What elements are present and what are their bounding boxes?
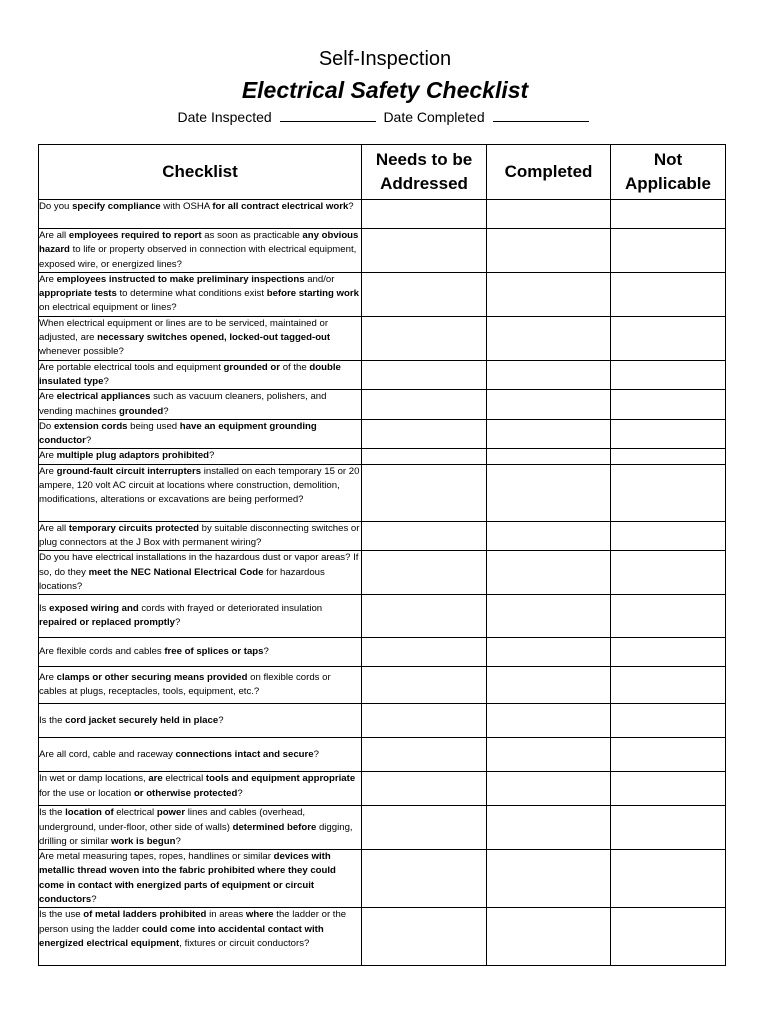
needs-addressed-cell[interactable] [362, 738, 487, 772]
question-text: Is the [39, 714, 66, 726]
completed-cell[interactable] [487, 806, 611, 850]
needs-addressed-cell[interactable] [362, 229, 487, 273]
not-applicable-cell[interactable] [611, 390, 726, 420]
question-text: ? [237, 787, 243, 799]
question-text: ? [174, 617, 181, 629]
not-applicable-cell[interactable] [611, 316, 726, 360]
question-text: on electrical equipment or lines? [39, 302, 177, 314]
question-emphasis: connections intact and secure [175, 748, 314, 760]
checklist-row [39, 806, 726, 850]
needs-addressed-cell[interactable] [362, 908, 487, 966]
question-text: Is the use [39, 909, 84, 921]
question-text: ? [163, 405, 169, 417]
checklist-question [39, 806, 362, 850]
needs-addressed-cell[interactable] [362, 521, 487, 551]
question-emphasis: are [148, 773, 163, 785]
question-text: Are [39, 273, 57, 285]
not-applicable-cell[interactable] [611, 464, 726, 521]
question-text: to determine what conditions exist [116, 288, 267, 300]
checklist-row [39, 667, 726, 704]
completed-cell[interactable] [487, 638, 611, 667]
completed-cell[interactable] [487, 772, 611, 806]
completed-cell[interactable] [487, 704, 611, 738]
checklist-row [39, 595, 726, 638]
checklist-question [39, 551, 362, 595]
needs-addressed-cell[interactable] [362, 419, 487, 449]
needs-addressed-cell[interactable] [362, 390, 487, 420]
needs-addressed-cell[interactable] [362, 667, 487, 704]
not-applicable-cell[interactable] [611, 806, 726, 850]
question-emphasis: could come into accidental contact with energized electrical equipment [39, 923, 324, 949]
not-applicable-cell[interactable] [611, 738, 726, 772]
question-text: ? [91, 894, 97, 906]
needs-addressed-cell[interactable] [362, 595, 487, 638]
question-text: as soon as practicable [201, 230, 303, 241]
question-text: lines and cables (overhead, underground, under-floor, other side of walls) [39, 807, 306, 833]
question-text: the ladder or the person using the ladder [39, 909, 347, 935]
checklist-row [39, 449, 726, 464]
completed-cell[interactable] [487, 229, 611, 273]
question-emphasis: ground-fault circuit interrupters [56, 465, 202, 477]
question-emphasis: double insulated type [39, 361, 341, 387]
question-text: Are [39, 391, 57, 403]
needs-addressed-cell[interactable] [362, 772, 487, 806]
column-header-needs-addressed: Needs to be Addressed [362, 145, 487, 200]
question-text: Are [39, 671, 57, 683]
not-applicable-cell[interactable] [611, 360, 726, 390]
checklist-row [39, 200, 726, 229]
question-emphasis: extension cords [53, 420, 128, 432]
checklist-row [39, 850, 726, 908]
completed-cell[interactable] [487, 449, 611, 464]
completed-cell[interactable] [487, 316, 611, 360]
checklist-question [39, 595, 362, 638]
question-text: ? [348, 201, 354, 212]
question-emphasis: or otherwise protected [133, 787, 238, 799]
date-line [0, 108, 770, 125]
completed-cell[interactable] [487, 200, 611, 229]
completed-cell[interactable] [487, 521, 611, 551]
not-applicable-cell[interactable] [611, 772, 726, 806]
not-applicable-cell[interactable] [611, 667, 726, 704]
checklist-question [39, 667, 362, 704]
form-subtitle: Self-Inspection [318, 48, 452, 70]
checklist-question [39, 449, 362, 464]
completed-cell[interactable] [487, 908, 611, 966]
checklist-row [39, 772, 726, 806]
question-text: , fixtures or circuit conductors? [179, 937, 310, 949]
question-text: being used [127, 420, 180, 432]
not-applicable-cell[interactable] [611, 704, 726, 738]
question-emphasis: for all contract electrical work [212, 201, 349, 212]
question-emphasis: exposed wiring and [49, 602, 139, 614]
completed-cell[interactable] [487, 850, 611, 908]
question-emphasis: location of [65, 807, 114, 819]
question-emphasis: necessary switches opened, locked-out tagged-out [97, 332, 331, 344]
question-text: Do [39, 420, 54, 432]
question-emphasis: cord jacket securely held in place [65, 714, 219, 726]
date-completed-label: Date Completed [383, 109, 485, 125]
question-emphasis: determined before [232, 821, 317, 833]
checklist-row [39, 908, 726, 966]
not-applicable-cell[interactable] [611, 521, 726, 551]
checklist-question [39, 850, 362, 908]
question-text: electrical [113, 807, 157, 819]
question-emphasis: before starting work [266, 288, 359, 300]
completed-cell[interactable] [487, 738, 611, 772]
completed-cell[interactable] [487, 595, 611, 638]
checklist-question [39, 390, 362, 420]
question-emphasis: grounded [119, 405, 164, 417]
question-text: on flexible cords or cables at plugs, receptacles, tools, equipment, etc.? [39, 671, 331, 698]
question-text: Are [39, 450, 57, 462]
question-text: Are portable electrical tools and equipment [39, 361, 224, 373]
checklist-row [39, 316, 726, 360]
question-text: such as vacuum cleaners, polishers, and vending machines [39, 391, 327, 417]
question-text: Are flexible cords and cables [39, 646, 165, 658]
completed-cell[interactable] [487, 464, 611, 521]
question-text: Is [39, 602, 50, 614]
checklist-question [39, 419, 362, 449]
not-applicable-cell[interactable] [611, 850, 726, 908]
question-text: ? [263, 646, 269, 658]
question-text: Are all [39, 230, 69, 241]
checklist-question [39, 272, 362, 316]
checklist-row [39, 704, 726, 738]
checklist-row [39, 360, 726, 390]
checklist-question [39, 360, 362, 390]
question-emphasis: devices with metallic thread woven into the fabric prohibited where they could come in contact with energized parts of equipment or circuit conductors [39, 851, 336, 906]
checklist-row [39, 551, 726, 595]
question-text: Is the [39, 807, 66, 819]
question-text: with OSHA [160, 201, 213, 212]
checklist-row [39, 738, 726, 772]
question-emphasis: where [245, 909, 274, 921]
question-text: by suitable disconnecting switches or plug connectors at the J Box with permanent wiring? [39, 522, 360, 549]
column-header-completed: Completed [487, 145, 611, 200]
not-applicable-cell[interactable] [611, 595, 726, 638]
column-header-checklist: Checklist [39, 145, 362, 200]
question-text: for hazardous locations? [39, 566, 325, 592]
not-applicable-cell[interactable] [611, 200, 726, 229]
checklist-row [39, 272, 726, 316]
checklist-question [39, 638, 362, 667]
question-emphasis: power [156, 807, 186, 819]
question-text: for the use or location [39, 787, 134, 799]
question-text: digging, drilling or similar [39, 821, 353, 847]
needs-addressed-cell[interactable] [362, 316, 487, 360]
question-emphasis: free of splices or taps [164, 646, 264, 658]
checklist-header-row [39, 145, 726, 200]
question-text: Are metal measuring tapes, ropes, handlines or similar [39, 851, 274, 863]
question-emphasis: repaired or replaced promptly [39, 617, 175, 629]
question-text: Are [39, 465, 57, 477]
needs-addressed-cell[interactable] [362, 272, 487, 316]
question-text: Do you have electrical installations in the hazardous dust or vapor areas? If so, do they [39, 552, 359, 578]
checklist-row [39, 229, 726, 273]
completed-cell[interactable] [487, 272, 611, 316]
checklist-row [39, 638, 726, 667]
question-text: and/or [304, 273, 335, 285]
question-emphasis: have an equipment grounding conductor [39, 420, 317, 447]
question-text: Are all cord, cable and raceway [39, 748, 176, 760]
checklist-question [39, 464, 362, 521]
column-header-not-applicable: Not Applicable [611, 145, 726, 200]
question-text: cords with frayed or deteriorated insulation [138, 602, 323, 614]
question-text: whenever possible? [39, 346, 124, 358]
question-text: ? [85, 435, 92, 447]
question-emphasis: grounded or [223, 361, 281, 373]
checklist-question [39, 738, 362, 772]
needs-addressed-cell[interactable] [362, 551, 487, 595]
question-emphasis: any obvious hazard [39, 230, 359, 256]
question-text: ? [218, 714, 224, 726]
needs-addressed-cell[interactable] [362, 360, 487, 390]
question-emphasis: electrical appliances [56, 391, 151, 403]
completed-cell[interactable] [487, 667, 611, 704]
question-text: ? [209, 450, 215, 462]
question-emphasis: appropriate tests [39, 288, 117, 300]
date-completed-field[interactable] [493, 108, 589, 122]
question-text: Are all [39, 522, 69, 534]
needs-addressed-cell[interactable] [362, 850, 487, 908]
needs-addressed-cell[interactable] [362, 704, 487, 738]
checklist-row [39, 464, 726, 521]
not-applicable-cell[interactable] [611, 229, 726, 273]
checklist-question [39, 200, 362, 229]
question-emphasis: employees instructed to make preliminary inspections [56, 273, 305, 285]
question-text: electrical [162, 773, 206, 785]
question-emphasis: work is begun [110, 835, 176, 847]
question-text: installed on each temporary 15 or 20 ampere, 120 volt AC circuit at locations where construction, demolition, modifications, alterations or excavations are being performed? [39, 465, 360, 506]
completed-cell[interactable] [487, 551, 611, 595]
question-text: ? [313, 748, 319, 760]
question-emphasis: meet the NEC National Electrical Code [88, 566, 264, 578]
checklist-table [38, 144, 726, 966]
checklist-question [39, 908, 362, 966]
needs-addressed-cell[interactable] [362, 806, 487, 850]
not-applicable-cell[interactable] [611, 272, 726, 316]
not-applicable-cell[interactable] [611, 551, 726, 595]
question-emphasis: of metal ladders prohibited [83, 909, 207, 921]
needs-addressed-cell[interactable] [362, 464, 487, 521]
completed-cell[interactable] [487, 360, 611, 390]
question-emphasis: temporary circuits protected [68, 522, 199, 534]
needs-addressed-cell[interactable] [362, 449, 487, 464]
not-applicable-cell[interactable] [611, 638, 726, 667]
date-inspected-field[interactable] [280, 108, 376, 122]
question-emphasis: specify compliance [72, 201, 161, 212]
checklist-row [39, 521, 726, 551]
question-emphasis: employees required to report [68, 230, 202, 241]
checklist-row [39, 390, 726, 420]
not-applicable-cell[interactable] [611, 419, 726, 449]
question-emphasis: tools and equipment appropriate [205, 773, 356, 785]
question-text: When electrical equipment or lines are to be serviced, maintained or adjusted, are [39, 317, 329, 344]
question-emphasis: clamps or other securing means provided [56, 671, 248, 683]
checklist-question [39, 772, 362, 806]
date-inspected-label: Date Inspected [177, 109, 272, 125]
not-applicable-cell[interactable] [611, 908, 726, 966]
checklist-question [39, 229, 362, 273]
question-text: ? [103, 375, 109, 387]
needs-addressed-cell[interactable] [362, 638, 487, 667]
question-text: ? [175, 835, 181, 847]
not-applicable-cell[interactable] [611, 449, 726, 464]
checklist-question [39, 316, 362, 360]
checklist-question [39, 521, 362, 551]
completed-cell[interactable] [487, 419, 611, 449]
question-text: to life or property observed in connection with electrical equipment, exposed wire, or energized lines? [39, 244, 357, 270]
question-text: Do you [39, 201, 73, 212]
checklist-row [39, 419, 726, 449]
completed-cell[interactable] [487, 390, 611, 420]
form-title: Electrical Safety Checklist [241, 77, 529, 103]
question-text: in areas [206, 909, 246, 921]
question-text: of the [280, 361, 310, 373]
question-text: In wet or damp locations, [39, 773, 149, 785]
question-emphasis: multiple plug adaptors prohibited [56, 450, 210, 462]
needs-addressed-cell[interactable] [362, 200, 487, 229]
checklist-question [39, 704, 362, 738]
